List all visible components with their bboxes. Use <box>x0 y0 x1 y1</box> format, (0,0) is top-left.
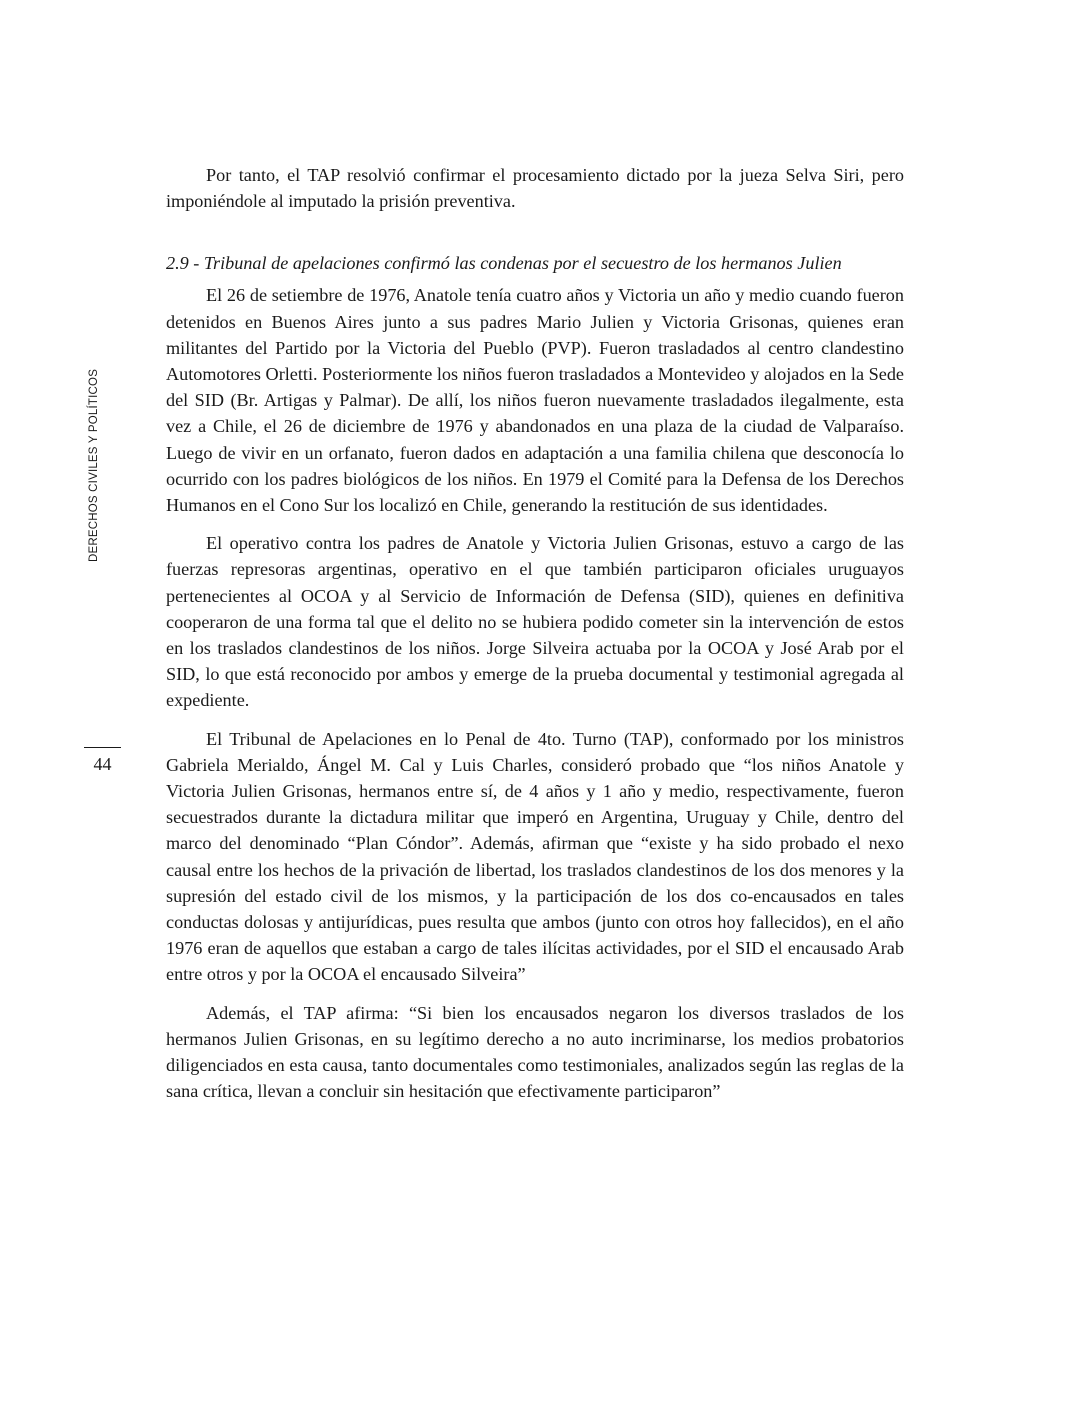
body-paragraph: El Tribunal de Apelaciones en lo Penal de 4to. Turno (TAP), conformado por los ministros Gabriela Merialdo, Ángel M. Cal y Luis Charles, consideró probado que “los niños Anatole y Victoria Julien Grisonas, hermanos entre sí, de 4 años y 1 año y medio, respectivamente, fueron secuestrados durante la dictadura militar que imperó en Argentina, Uruguay y Chile, dentro del marco del denominado “Plan Cóndor”. Además, afirman que “existe y ha sido probado el nexo causal entre los hechos de la privación de libertad, los traslados clandestinos de los dos menores y la supresión del estado civil de los mismos, y la participación de los dos co-encausados en tales conductas dolosas y antijurídicas, pues resulta que ambos (junto con otros hoy fallecidos), en el año 1976 eran de aquellos que estaban a cargo de tales ilícitas actividades, por el SID el encausado Arab entre otros y por la OCOA el encausado Silveira” <box>166 728 904 985</box>
body-paragraph: Además, el TAP afirma: “Si bien los encausados negaron los diversos traslados de los hermanos Julien Grisonas, en su legítimo derecho a no auto incriminarse, los medios probatorios diligenciados en esta causa, tanto documentales como testimoniales, analizados según las reglas de la sana crítica, llevan a concluir sin hesitación que efectivamente participaron” <box>166 1002 904 1102</box>
body-paragraph: El 26 de setiembre de 1976, Anatole tenía cuatro años y Victoria un año y medio cuando fueron detenidos en Buenos Aires junto a sus padres Mario Julien y Victoria Grisonas, quienes eran militantes del Partido por la Victoria del Pueblo (PVP). Fueron trasladados al centro clandestino Automotores Orletti. Posteriormente los niños fueron trasladados a Montevideo y alojados en la Sede del SID (Br. Artigas y Palmar). De allí, los niños fueron nuevamente trasladados ilegalmente, esta vez a Chile, el 26 de diciembre de 1976 y abandonados en una plaza de la ciudad de Valparaíso. Luego de vivir en un orfanato, fueron dados en adaptación a una familia chilena que desconocía lo ocurrido con los padres biológicos de los niños. En 1979 el Comité para la Defensa de los Derechos Humanos en el Cono Sur los localizó en Chile, generando la restitución de sus identidades. <box>166 285 904 516</box>
intro-paragraph: Por tanto, el TAP resolvió confirmar el procesamiento dictado por la jueza Selva Siri, pero imponiéndole al imputado la prisión preventiva. <box>166 165 904 212</box>
section-side-label: DERECHOS CIVILES Y POLÍTICOS <box>88 368 100 562</box>
document-body <box>166 162 904 1105</box>
section-heading: 2.9 - Tribunal de apelaciones confirmó las condenas por el secuestro de los hermanos Julien <box>166 253 842 274</box>
body-paragraph: El operativo contra los padres de Anatole y Victoria Julien Grisonas, estuvo a cargo de las fuerzas represoras argentinas, operativo en el que también participaron oficiales uruguayos pertenecientes al OCOA y al Servicio de Información de Defensa (SID), quienes en definitiva cooperaron de una forma tal que el delito no se hubiera podido cometer sin la intervención de estos en los traslados clandestinos de los niños. Jorge Silveira actuaba por la OCOA y José Arab por el SID, lo que está reconocido por ambos y emerge de la prueba documental y testimonial agregada al expediente. <box>166 533 904 711</box>
page-number-rule <box>84 747 121 748</box>
page-number: 44 <box>93 754 112 774</box>
